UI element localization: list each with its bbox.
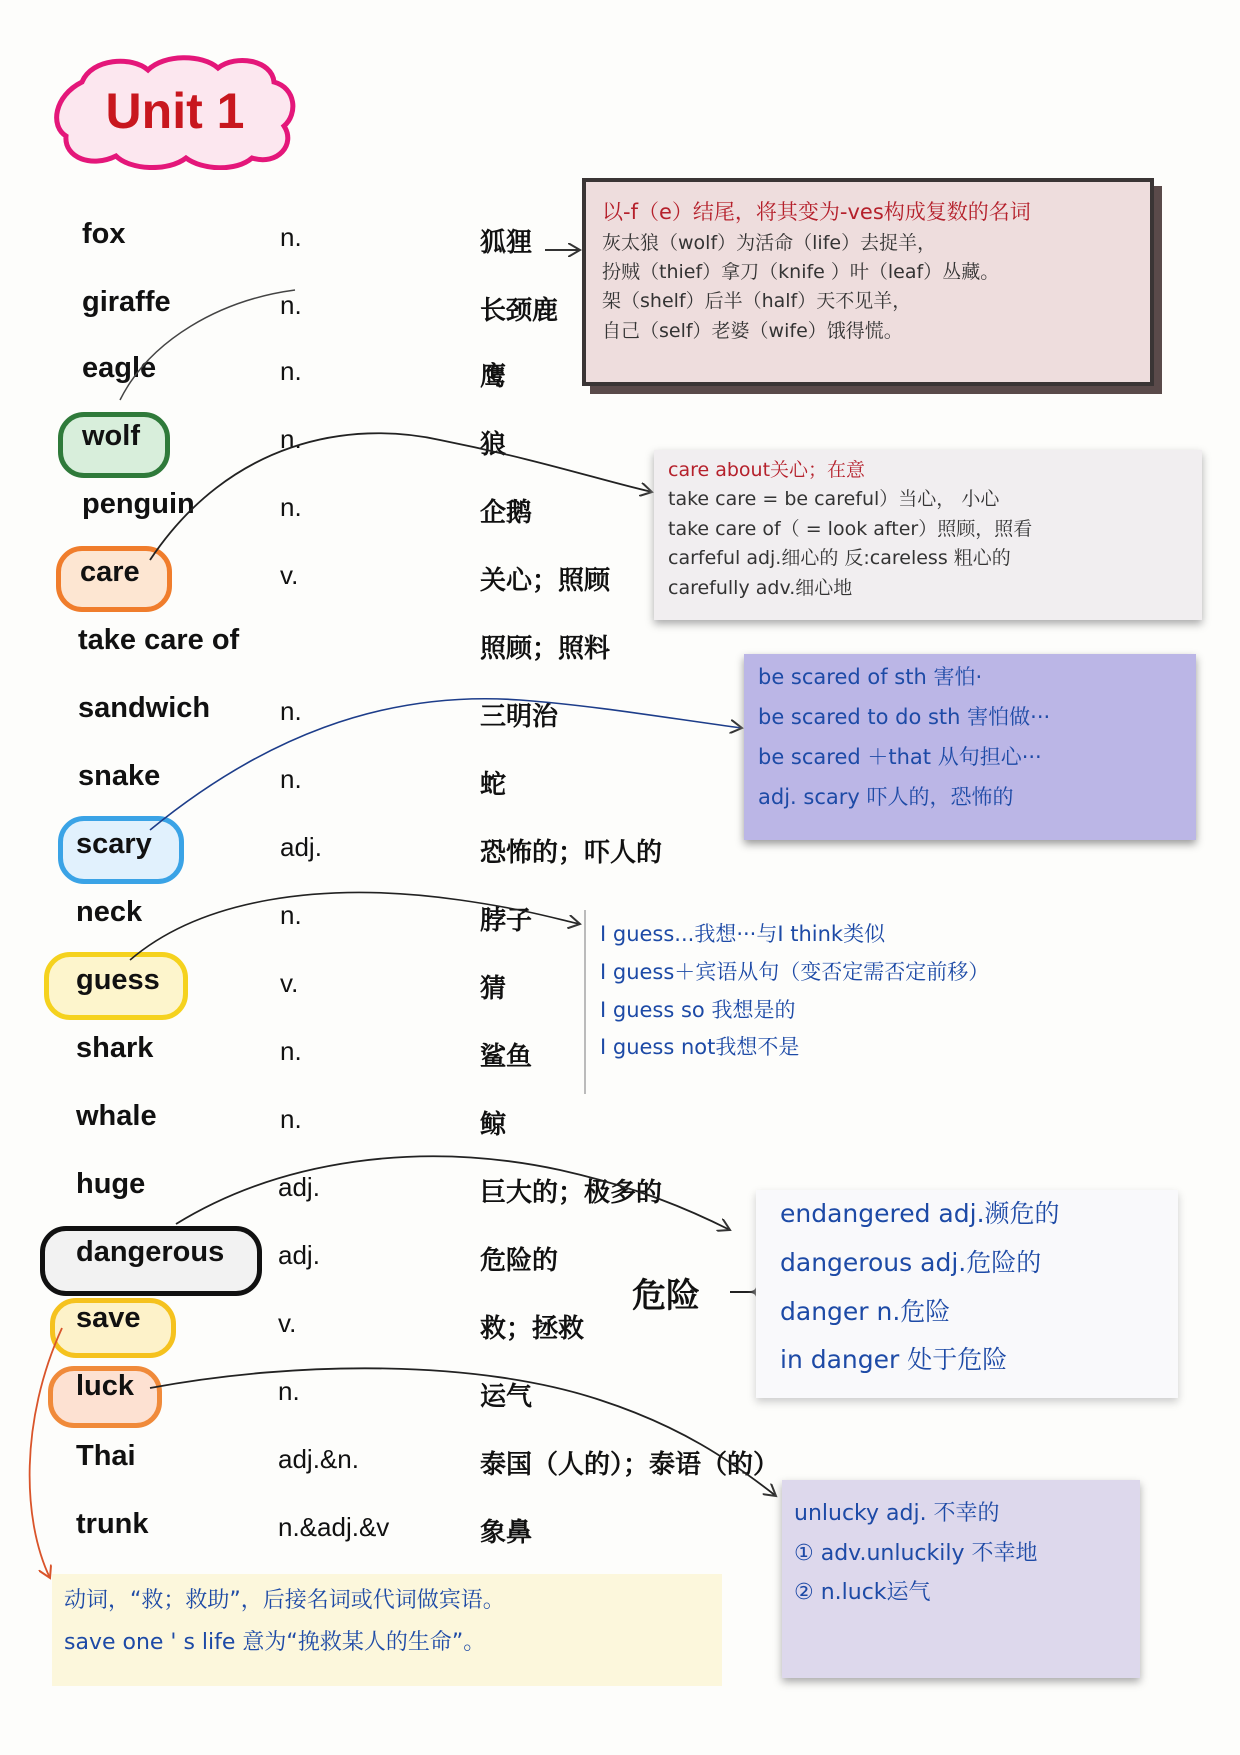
note-line: unlucky adj. 不幸的: [794, 1501, 1000, 1526]
vocab-pos: n.: [278, 1376, 300, 1406]
note-guess: [584, 910, 1114, 1094]
note-danger: [756, 1190, 1178, 1398]
note-save: [52, 1574, 722, 1686]
note-line: 灰太狼（wolf）为活命（life）去捉羊，: [602, 231, 937, 254]
note-plural-ves: [582, 178, 1154, 386]
vocab-pos: v.: [278, 1308, 297, 1338]
vocab-pos: adj.: [280, 832, 322, 862]
vocab-word: giraffe: [82, 286, 171, 318]
note-line: take care = be careful）当心， 小心: [668, 488, 1000, 511]
vocab-meaning: 脖子: [480, 906, 533, 936]
note-line: carfeful adj.细心的 反:careless 粗心的: [668, 547, 1011, 570]
vocab-word: save: [76, 1302, 141, 1334]
note-line: be scared of sth 害怕·: [758, 665, 983, 689]
note-line: in danger 处于危险: [780, 1345, 1008, 1375]
vocab-word: sandwich: [78, 692, 211, 724]
vocab-pos: n.: [280, 900, 302, 930]
note-line: ② n.luck运气: [794, 1580, 931, 1606]
vocab-meaning: 救；拯救: [480, 1314, 585, 1344]
note-line: I guess...我想···与I think类似: [600, 922, 886, 946]
note-line: ① adv.unluckily 不幸地: [794, 1540, 1038, 1566]
note-line: I guess so 我想是的: [600, 997, 796, 1022]
note-line: endangered adj.濒危的: [780, 1199, 1060, 1228]
vocab-meaning: 猜: [480, 974, 507, 1004]
vocab-pos: n.: [280, 290, 302, 320]
vocab-meaning: 恐怖的；吓人的: [480, 838, 663, 868]
vocab-meaning: 鲨鱼: [480, 1042, 533, 1072]
note-line: be scared to do sth 害怕做···: [758, 704, 1051, 729]
vocab-pos: n.: [280, 1104, 302, 1134]
note-line: 架（shelf）后半（half）天不见羊，: [602, 290, 912, 313]
note-line: I guess＋宾语从句（变否定需否定前移）: [600, 959, 990, 984]
note-scared: [744, 654, 1196, 840]
note-care: [654, 450, 1202, 620]
vocab-pos: n.: [280, 492, 302, 522]
vocab-word: dangerous: [76, 1236, 225, 1268]
vocab-word: shark: [76, 1032, 154, 1064]
vocab-word: penguin: [82, 488, 195, 520]
vocab-word: wolf: [82, 420, 140, 452]
vocab-word: whale: [76, 1100, 157, 1132]
vocab-meaning: 象鼻: [480, 1518, 533, 1548]
vocab-meaning: 狼: [480, 430, 507, 460]
note-line: care about关心；在意: [668, 459, 866, 481]
note-line: take care of（ = look after）照顾，照看: [668, 517, 1033, 540]
vocab-word: luck: [76, 1370, 135, 1402]
vocab-meaning: 泰国（人的）；泰语（的）: [480, 1450, 780, 1480]
vocab-meaning: 长颈鹿: [480, 296, 559, 326]
vocab-meaning: 鲸: [480, 1110, 507, 1140]
vocab-pos: n.: [280, 424, 302, 454]
vocab-word: eagle: [82, 352, 157, 384]
vocab-pos: v.: [280, 968, 299, 998]
vocab-meaning: 蛇: [480, 770, 507, 800]
note-line: 以-f（e）结尾，将其变为-ves构成复数的名词: [602, 200, 1031, 224]
vocab-meaning: 企鹅: [480, 498, 533, 528]
vocab-meaning: 鹰: [480, 362, 507, 392]
note-line: adj. scary 吓人的，恐怖的: [758, 784, 1014, 809]
vocab-pos: n.: [280, 764, 302, 794]
vocab-pos: n.: [280, 356, 302, 386]
note-line: 动词，“救；救助”，后接名词或代词做宾语。: [64, 1588, 505, 1613]
note-line: carefully adv.细心地: [668, 576, 853, 599]
vocab-pos: n.&adj.&v: [278, 1512, 390, 1542]
vocab-meaning: 危险的: [480, 1246, 559, 1276]
vocab-pos: n.: [280, 1036, 302, 1066]
vocab-word: guess: [76, 964, 160, 996]
vocab-word: scary: [76, 828, 152, 860]
vocab-word: snake: [78, 760, 161, 792]
vocab-pos: adj.: [278, 1172, 320, 1202]
danger-label: 危险: [632, 1276, 700, 1316]
vocab-pos: adj.: [278, 1240, 320, 1270]
vocab-pos: n.: [280, 696, 302, 726]
note-luck: [782, 1480, 1140, 1678]
vocab-pos: v.: [280, 560, 299, 590]
page-title: Unit 1: [105, 83, 245, 139]
vocab-word: huge: [76, 1168, 146, 1200]
vocab-pos: adj.&n.: [278, 1444, 359, 1474]
note-line: dangerous adj.危险的: [780, 1247, 1042, 1277]
vocab-word: Thai: [76, 1440, 136, 1472]
vocab-word: take care of: [78, 624, 240, 656]
vocab-meaning: 三明治: [480, 702, 559, 732]
note-line: 自己（self）老婆（wife）饿得慌。: [602, 319, 903, 342]
vocab-meaning: 关心；照顾: [480, 566, 611, 596]
vocab-word: care: [80, 556, 140, 588]
care-arrow: [150, 433, 652, 560]
note-line: 扮贼（thief）拿刀（knife ）叶（leaf）丛藏。: [602, 260, 1000, 283]
note-line: I guess not我想不是: [600, 1035, 800, 1060]
note-line: danger n.危险: [780, 1296, 951, 1326]
scary-arrow: [150, 699, 742, 830]
save-arrow: [30, 1328, 62, 1578]
note-line: be scared ＋that 从句担心···: [758, 744, 1042, 769]
vocab-word: fox: [82, 218, 126, 250]
vocab-meaning: 巨大的；极多的: [480, 1178, 663, 1208]
vocab-meaning: 照顾；照料: [480, 634, 611, 664]
vocab-meaning: 狐狸: [480, 228, 533, 258]
vocab-word: trunk: [76, 1508, 149, 1540]
vocab-meaning: 运气: [480, 1382, 533, 1412]
vocab-pos: n.: [280, 222, 302, 252]
note-line: save one ' s life 意为“挽救某人的生命”。: [64, 1629, 486, 1655]
vocab-word: neck: [76, 896, 143, 928]
